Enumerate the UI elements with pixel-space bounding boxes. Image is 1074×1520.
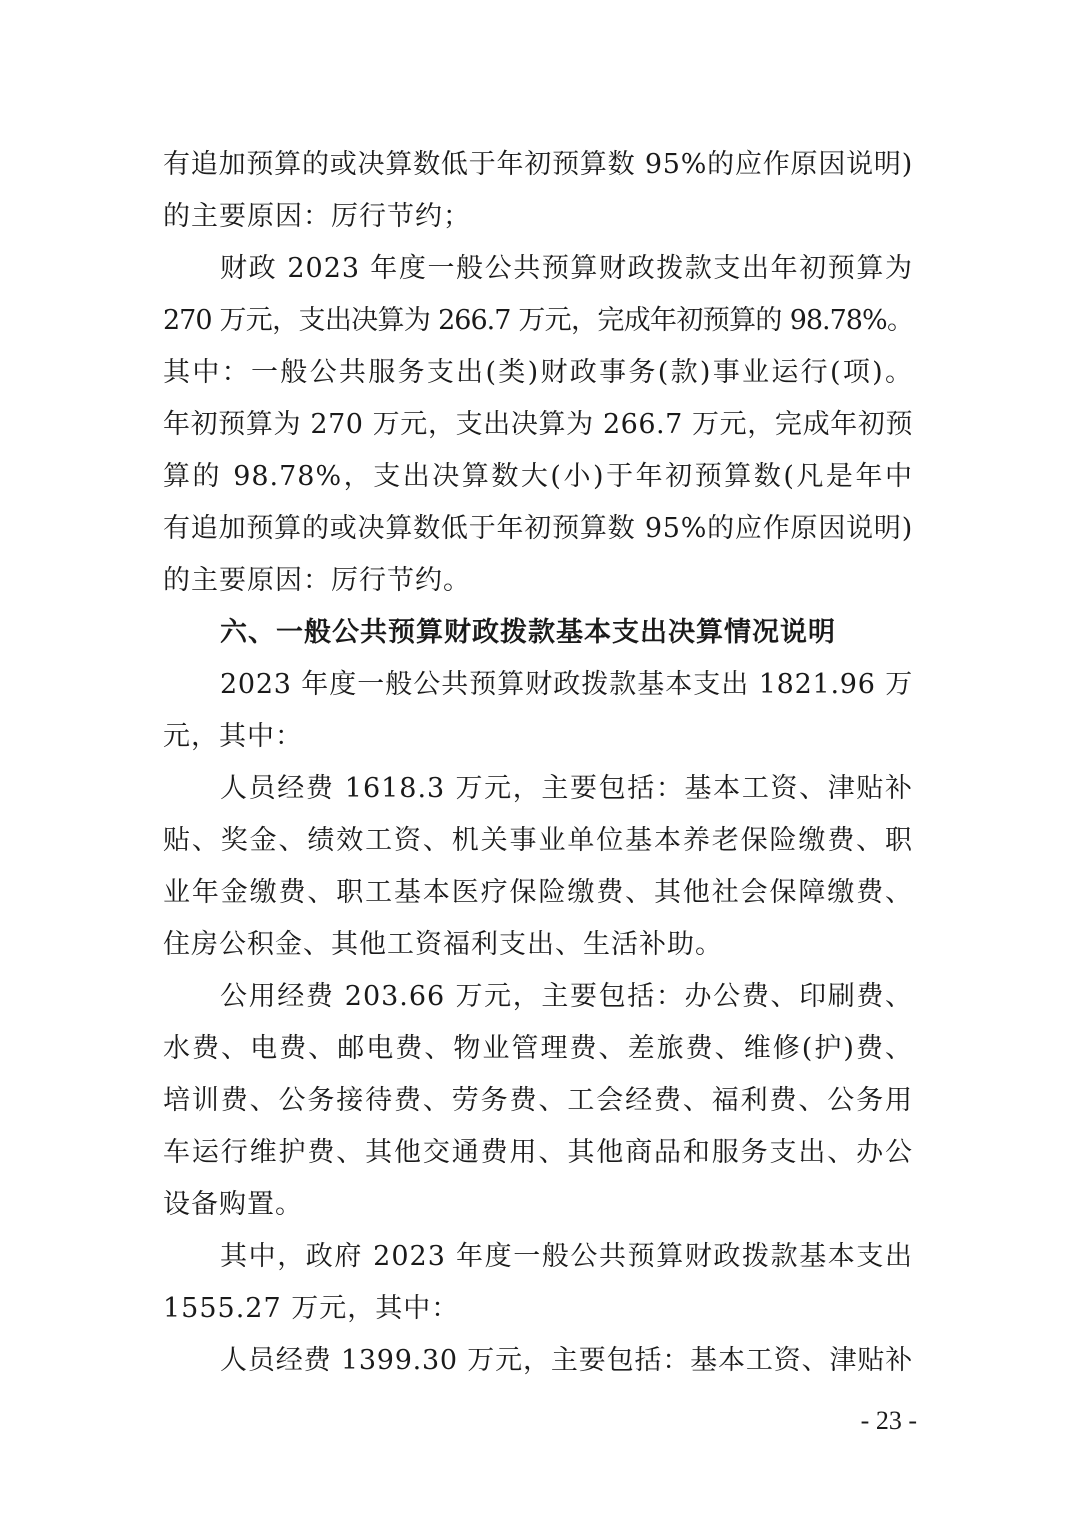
text-line: 1555.27 万元，其中： bbox=[163, 1293, 460, 1324]
text-line: 270 万元，支出决算为 266.7 万元，完成年初预算的 98.78%。 bbox=[163, 305, 913, 336]
text-line: 设备购置。 bbox=[163, 1189, 303, 1220]
text-line: 年初预算为 270 万元，支出决算为 266.7 万元，完成年初预 bbox=[163, 409, 913, 440]
text-line: 业年金缴费、职工基本医疗保险缴费、其他社会保障缴费、 bbox=[163, 877, 913, 908]
paragraph-start-line: 2023 年度一般公共预算财政拨款基本支出 1821.96 万 bbox=[220, 669, 913, 700]
text-line: 培训费、公务接待费、劳务费、工会经费、福利费、公务用 bbox=[163, 1085, 913, 1116]
page-number: - 23 - bbox=[860, 1406, 917, 1435]
text-line: 住房公积金、其他工资福利支出、生活补助。 bbox=[163, 929, 723, 960]
section-heading: 六、一般公共预算财政拨款基本支出决算情况说明 bbox=[220, 617, 836, 648]
text-line: 车运行维护费、其他交通费用、其他商品和服务支出、办公 bbox=[163, 1137, 913, 1168]
text-line: 有追加预算的或决算数低于年初预算数 95%的应作原因说明) bbox=[163, 149, 913, 180]
text-line: 的主要原因：厉行节约。 bbox=[163, 565, 471, 596]
text-line: 有追加预算的或决算数低于年初预算数 95%的应作原因说明) bbox=[163, 513, 913, 544]
paragraph-start-line: 公用经费 203.66 万元，主要包括：办公费、印刷费、 bbox=[220, 981, 913, 1012]
paragraph-start-line: 财政 2023 年度一般公共预算财政拨款支出年初预算为 bbox=[220, 253, 913, 284]
text-line: 的主要原因：厉行节约； bbox=[163, 201, 471, 232]
text-line: 元，其中： bbox=[163, 721, 303, 752]
paragraph-start-line: 人员经费 1618.3 万元，主要包括：基本工资、津贴补 bbox=[220, 773, 913, 804]
text-line: 其中：一般公共服务支出(类)财政事务(款)事业运行(项)。 bbox=[163, 357, 913, 388]
paragraph-start-line: 人员经费 1399.30 万元，主要包括：基本工资、津贴补 bbox=[220, 1345, 913, 1376]
text-line: 水费、电费、邮电费、物业管理费、差旅费、维修(护)费、 bbox=[163, 1033, 913, 1064]
text-line: 算的 98.78%，支出决算数大(小)于年初预算数(凡是年中 bbox=[163, 461, 913, 492]
paragraph-start-line: 其中，政府 2023 年度一般公共预算财政拨款基本支出 bbox=[220, 1241, 913, 1272]
text-line: 贴、奖金、绩效工资、机关事业单位基本养老保险缴费、职 bbox=[163, 825, 913, 856]
